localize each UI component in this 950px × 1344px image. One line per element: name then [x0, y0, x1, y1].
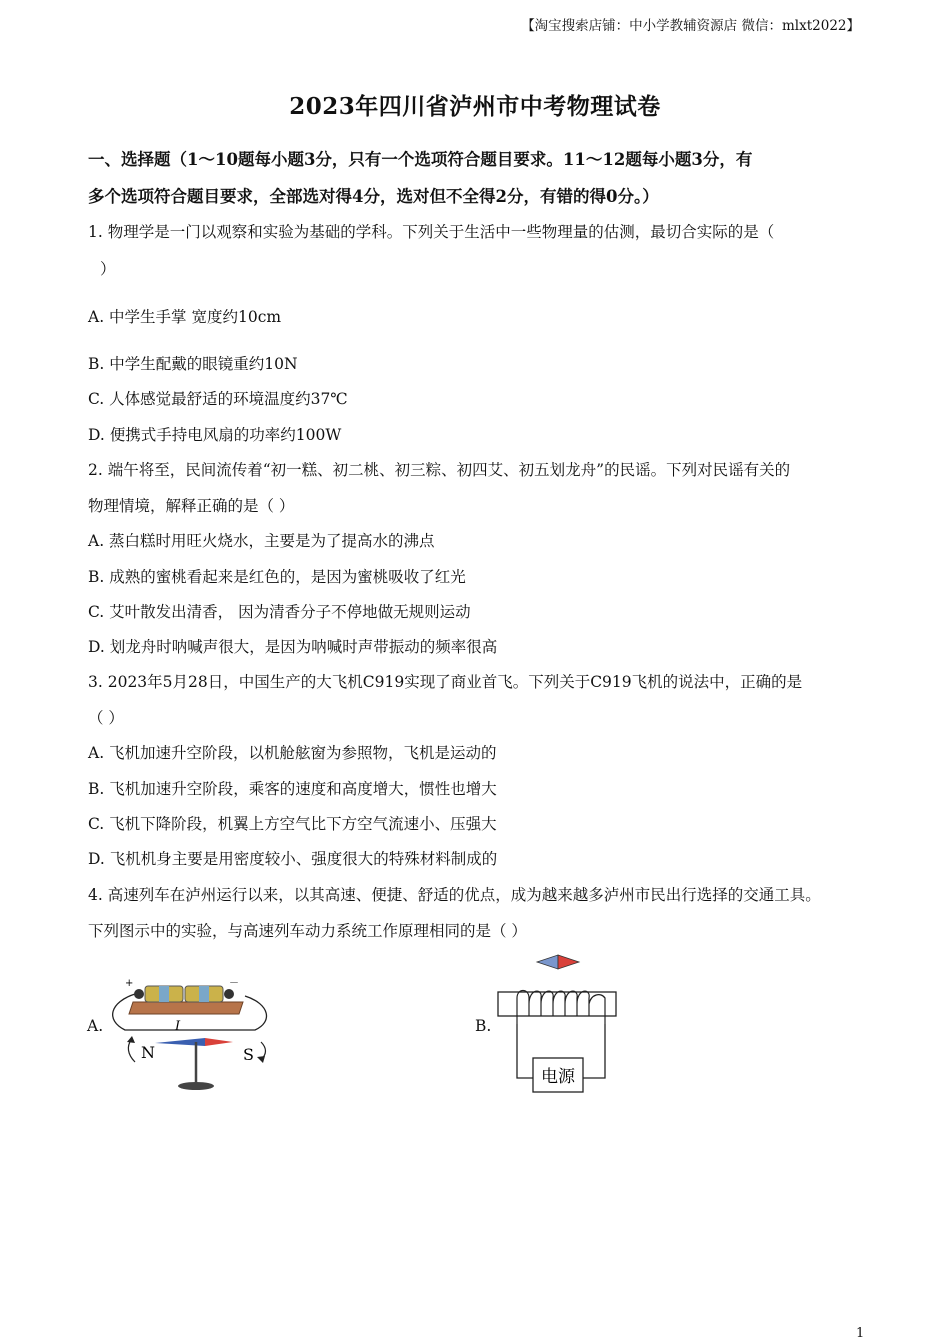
q3-stem-line1: 3. 2023年5月28日，中国生产的大飞机C919实现了商业首飞。下列关于C919飞机的说法中，正确的是 [88, 673, 803, 691]
section-heading-line2: 多个选项符合题目要求，全部选对得4分，选对但不全得2分，有错的得0分。） [88, 187, 659, 206]
small-needle-right [558, 955, 579, 969]
north-pole-label: N [141, 1043, 155, 1062]
battery-plus-sign: + [125, 978, 134, 989]
q4-figure-b-label: B. [475, 1017, 492, 1035]
q3-option-d: D. 飞机机身主要是用密度较小、强度很大的特殊材料制成的 [88, 850, 498, 868]
page-number: 1 [856, 1326, 865, 1341]
wooden-base [129, 1002, 243, 1014]
q2-option-b: B. 成熟的蜜桃看起来是红色的，是因为蜜桃吸收了红光 [88, 568, 466, 586]
q1-option-a: A. 中学生手掌 宽度约10cm [88, 308, 282, 326]
iron-core [498, 992, 616, 1016]
q1-stem-line1: 1. 物理学是一门以观察和实验为基础的学科。下列关于生活中一些物理量的估测，最切合实际的是（ [88, 223, 775, 241]
q1-stem-line2: ） [100, 260, 116, 278]
q4-figure-a [105, 972, 275, 1097]
q3-option-a: A. 飞机加速升空阶段，以机舱舷窗为参照物，飞机是运动的 [88, 744, 497, 762]
q4-figure-a-label: A. [87, 1017, 104, 1035]
q2-stem-line1: 2. 端午将至，民间流传着“初一糕、初二桃、初三粽、初四艾、初五划龙舟”的民谣。下列对民谣有关的 [88, 461, 791, 479]
q4-stem-line1: 4. 高速列车在泸州运行以来，以其高速、便捷、舒适的优点，成为越来越多泸州市民出行选择的交通工具。 [88, 886, 821, 904]
battery-cells [134, 986, 234, 1002]
south-pole-label: S [243, 1045, 254, 1064]
current-label: I [175, 1019, 181, 1034]
q4-figure-b [495, 950, 620, 1095]
q4-stem-line2: 下列图示中的实验，与高速列车动力系统工作原理相同的是（ ） [88, 922, 527, 940]
rotation-arrow-left-icon [128, 1040, 135, 1062]
oersted-experiment-diagram [105, 972, 275, 1097]
q3-stem-line2: （ ） [88, 709, 124, 727]
q3-option-c: C. 飞机下降阶段，机翼上方空气比下方空气流速小、压强大 [88, 815, 497, 833]
q1-option-c: C. 人体感觉最舒适的环境温度约37℃ [88, 390, 348, 408]
q2-option-a: A. 蒸白糕时用旺火烧水，主要是为了提高水的沸点 [88, 532, 435, 550]
q1-option-d: D. 便携式手持电风扇的功率约100W [88, 426, 342, 444]
q2-stem-line2: 物理情境，解释正确的是（ ） [88, 497, 295, 515]
power-supply-label: 电源 [541, 1067, 575, 1087]
section-heading-line1: 一、选择题（1～10题每小题3分，只有一个选项符合题目要求。11～12题每小题3分，有 [88, 150, 753, 169]
q2-option-d: D. 划龙舟时呐喊声很大，是因为呐喊时声带振动的频率很高 [88, 638, 498, 656]
page-header: 【淘宝搜索店铺：中小学教辅资源店 微信：mlxt2022】 [521, 18, 860, 34]
small-needle-left [537, 955, 558, 969]
q2-option-c: C. 艾叶散发出清香， 因为清香分子不停地做无规则运动 [88, 603, 471, 621]
battery-minus-sign: － [229, 978, 239, 989]
needle-south-half [205, 1038, 233, 1046]
electromagnet-diagram [495, 950, 620, 1095]
page-title: 2023年四川省泸州市中考物理试卷 [289, 93, 661, 120]
needle-north-half [155, 1038, 205, 1046]
q1-option-b: B. 中学生配戴的眼镜重约10N [88, 355, 298, 373]
stand-base [178, 1082, 214, 1090]
q3-option-b: B. 飞机加速升空阶段，乘客的速度和高度增大，惯性也增大 [88, 780, 497, 798]
